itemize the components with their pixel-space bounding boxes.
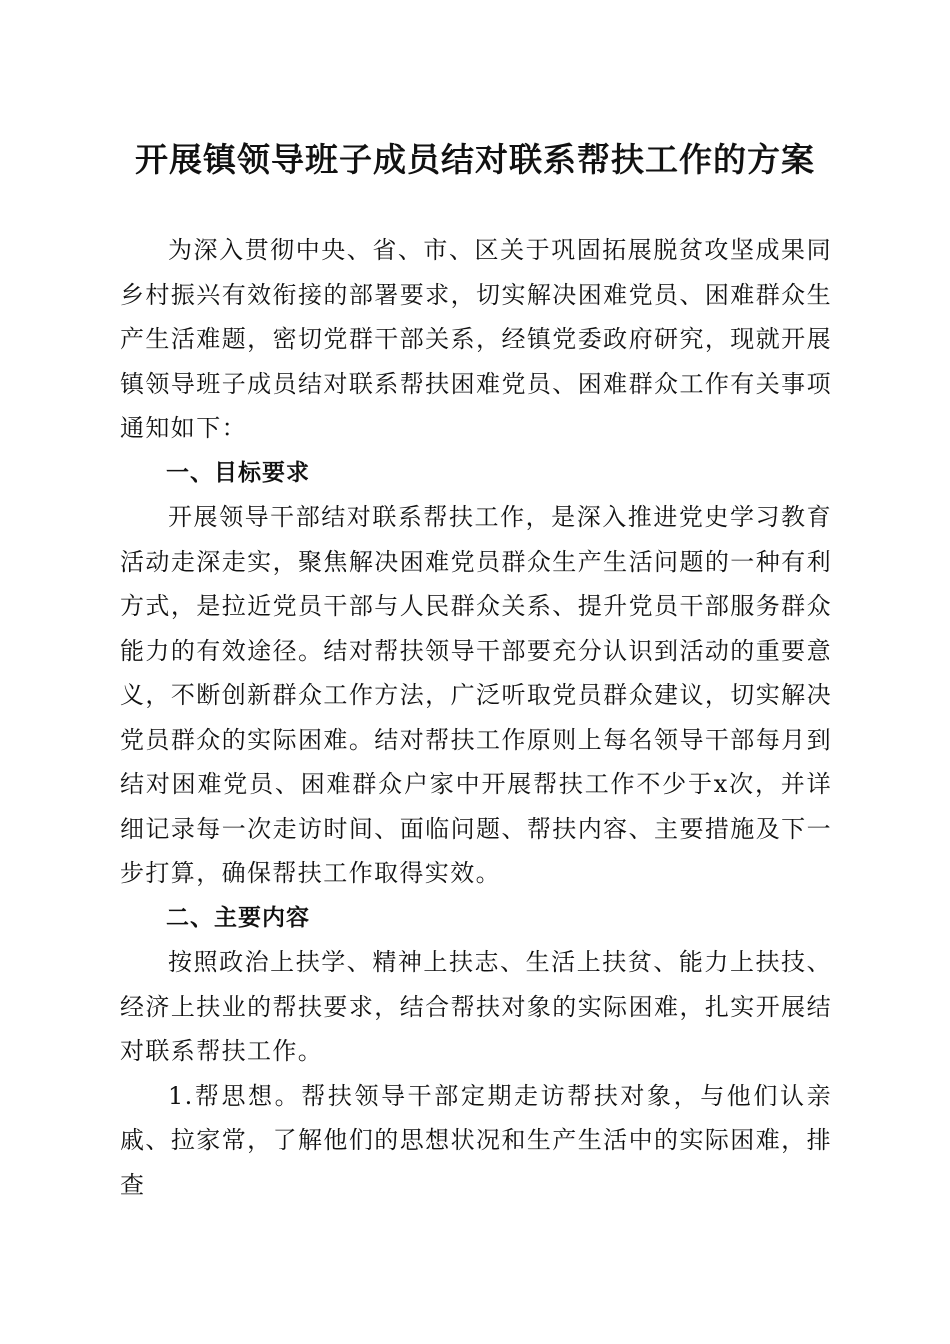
document-title: 开展镇领导班子成员结对联系帮扶工作的方案: [135, 140, 815, 179]
intro-paragraph: 为深入贯彻中央、省、市、区关于巩固拓展脱贫攻坚成果同乡村振兴有效衔接的部署要求，切实解决困难党员、困难群众生产生活难题，密切党群干部关系，经镇党委政府研究，现就开展镇领导班子成员结对联系帮扶困难党员、困难群众工作有关事项通知如下：: [120, 236, 832, 442]
section-heading-goals: 一、目标要求: [166, 459, 310, 486]
content-paragraph: 按照政治上扶学、精神上扶志、生活上扶贫、能力上扶技、经济上扶业的帮扶要求，结合帮扶对象的实际困难，扎实开展结对联系帮扶工作。: [120, 948, 832, 1065]
document-body: [120, 228, 832, 1207]
section-heading-content: 二、主要内容: [166, 904, 310, 931]
item-paragraph-1: 1.帮思想。帮扶领导干部定期走访帮扶对象，与他们认亲戚、拉家常，了解他们的思想状况和生产生活中的实际困难，排查: [120, 1081, 832, 1199]
goals-paragraph: 开展领导干部结对联系帮扶工作，是深入推进党史学习教育活动走深走实，聚焦解决困难党员群众生产生活问题的一种有利方式，是拉近党员干部与人民群众关系、提升党员干部服务群众能力的有效途径。结对帮扶领导干部要充分认识到活动的重要意义，不断创新群众工作方法，广泛听取党员群众建议，切实解决党员群众的实际困难。结对帮扶工作原则上每名领导干部每月到结对困难党员、困难群众户家中开展帮扶工作不少于x次，并详细记录每一次走访时间、面临问题、帮扶内容、主要措施及下一步打算，确保帮扶工作取得实效。: [120, 503, 832, 887]
